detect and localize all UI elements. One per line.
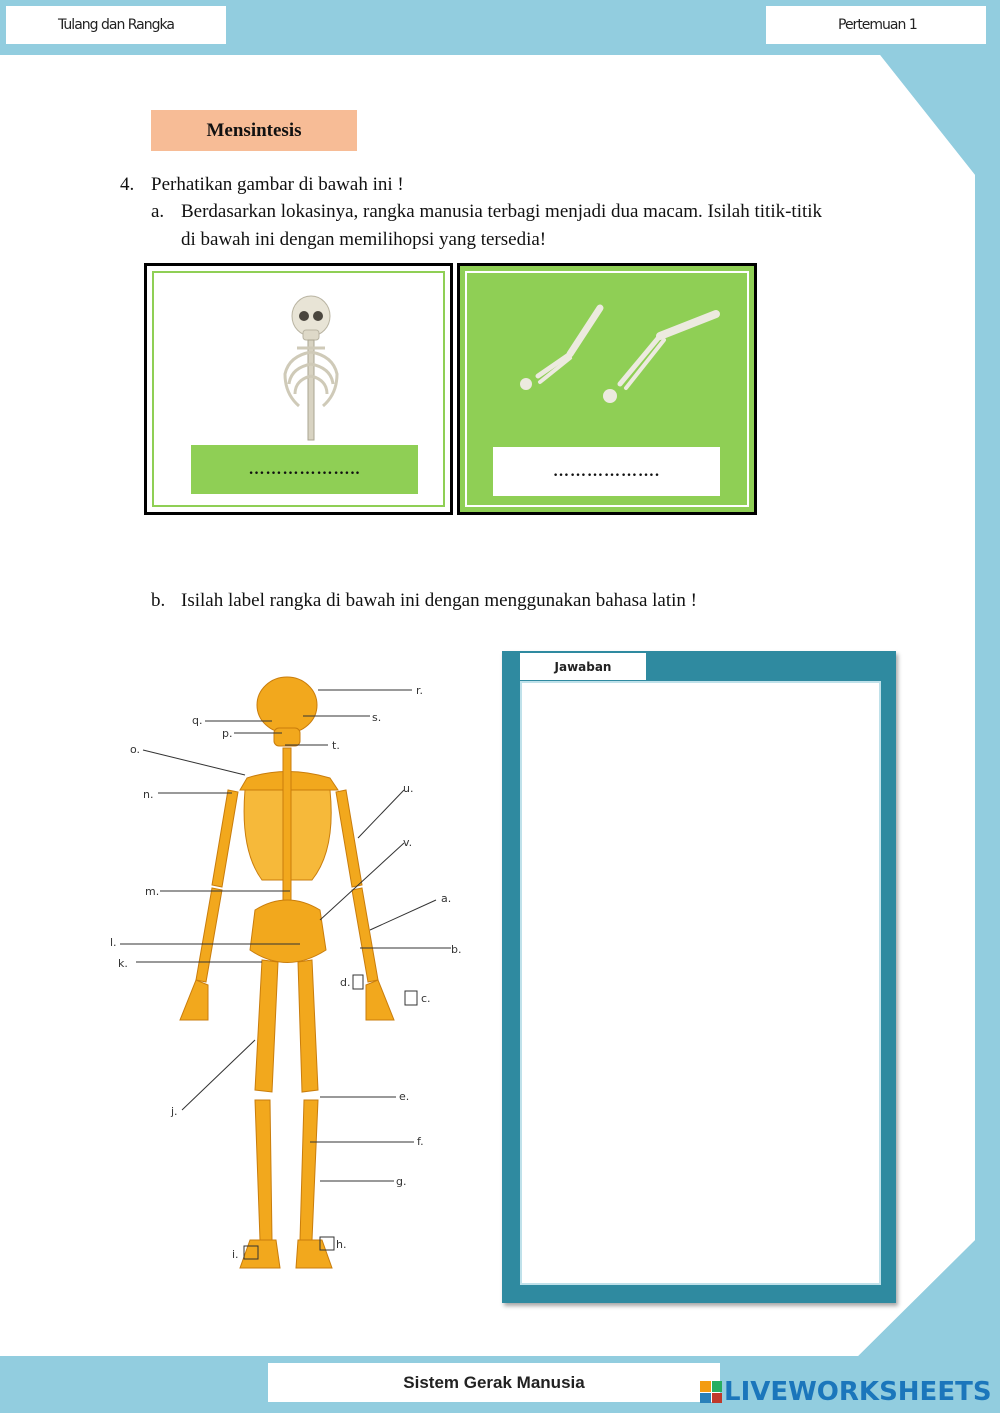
answer-field-axial[interactable]: ……………….. bbox=[191, 445, 418, 494]
part-a-line1: Berdasarkan lokasinya, rangka manusia terbagi menjadi dua macam. Isilah titik-titik bbox=[181, 201, 823, 222]
label-o: o. bbox=[130, 743, 141, 756]
label-l: l. bbox=[110, 936, 117, 949]
label-i: i. bbox=[232, 1248, 239, 1261]
label-j: j. bbox=[171, 1105, 178, 1118]
answer-field-appendicular[interactable]: ………………. bbox=[493, 447, 720, 496]
part-a-letter: a. bbox=[151, 201, 165, 222]
skeleton-figure bbox=[180, 677, 394, 1268]
label-t: t. bbox=[332, 739, 340, 752]
label-k: k. bbox=[118, 957, 128, 970]
label-h: h. bbox=[336, 1238, 347, 1251]
part-b-text: Isilah label rangka di bawah ini dengan menggunakan bahasa latin ! bbox=[181, 590, 697, 611]
label-b: b. bbox=[451, 943, 462, 956]
part-b-letter: b. bbox=[151, 590, 166, 611]
section-tag: Mensintesis bbox=[151, 110, 357, 151]
appendicular-skeleton-image bbox=[510, 296, 730, 416]
label-f: f. bbox=[417, 1135, 424, 1148]
answer-panel-tab: Jawaban bbox=[520, 653, 646, 680]
question-text: Perhatikan gambar di bawah ini ! bbox=[151, 174, 404, 195]
question-number: 4. bbox=[120, 174, 135, 195]
answer-textarea[interactable] bbox=[520, 681, 881, 1285]
label-e: e. bbox=[399, 1090, 410, 1103]
label-p: p. bbox=[222, 727, 233, 740]
header-right-title: Pertemuan 1 bbox=[766, 6, 986, 44]
labeled-skeleton-diagram bbox=[0, 660, 490, 1280]
label-a: a. bbox=[441, 892, 452, 905]
label-s: s. bbox=[372, 711, 382, 724]
part-a-line2: di bawah ini dengan memilihopsi yang tersedia! bbox=[181, 229, 547, 250]
header-left-title: Tulang dan Rangka bbox=[6, 6, 226, 44]
footer-title: Sistem Gerak Manusia bbox=[268, 1363, 720, 1402]
axial-skeleton-image bbox=[267, 294, 357, 444]
liveworksheets-wordmark: LIVEWORKSHEETS bbox=[724, 1377, 992, 1407]
label-c: c. bbox=[421, 992, 431, 1005]
label-g: g. bbox=[396, 1175, 407, 1188]
liveworksheets-logo-icon bbox=[700, 1381, 722, 1403]
label-n: n. bbox=[143, 788, 154, 801]
label-u: u. bbox=[403, 782, 414, 795]
liveworksheets-brand[interactable] bbox=[700, 1377, 992, 1407]
label-q: q. bbox=[192, 714, 203, 727]
label-d: d. bbox=[340, 976, 351, 989]
label-m: m. bbox=[145, 885, 160, 898]
label-r: r. bbox=[416, 684, 424, 697]
label-v: v. bbox=[403, 836, 413, 849]
